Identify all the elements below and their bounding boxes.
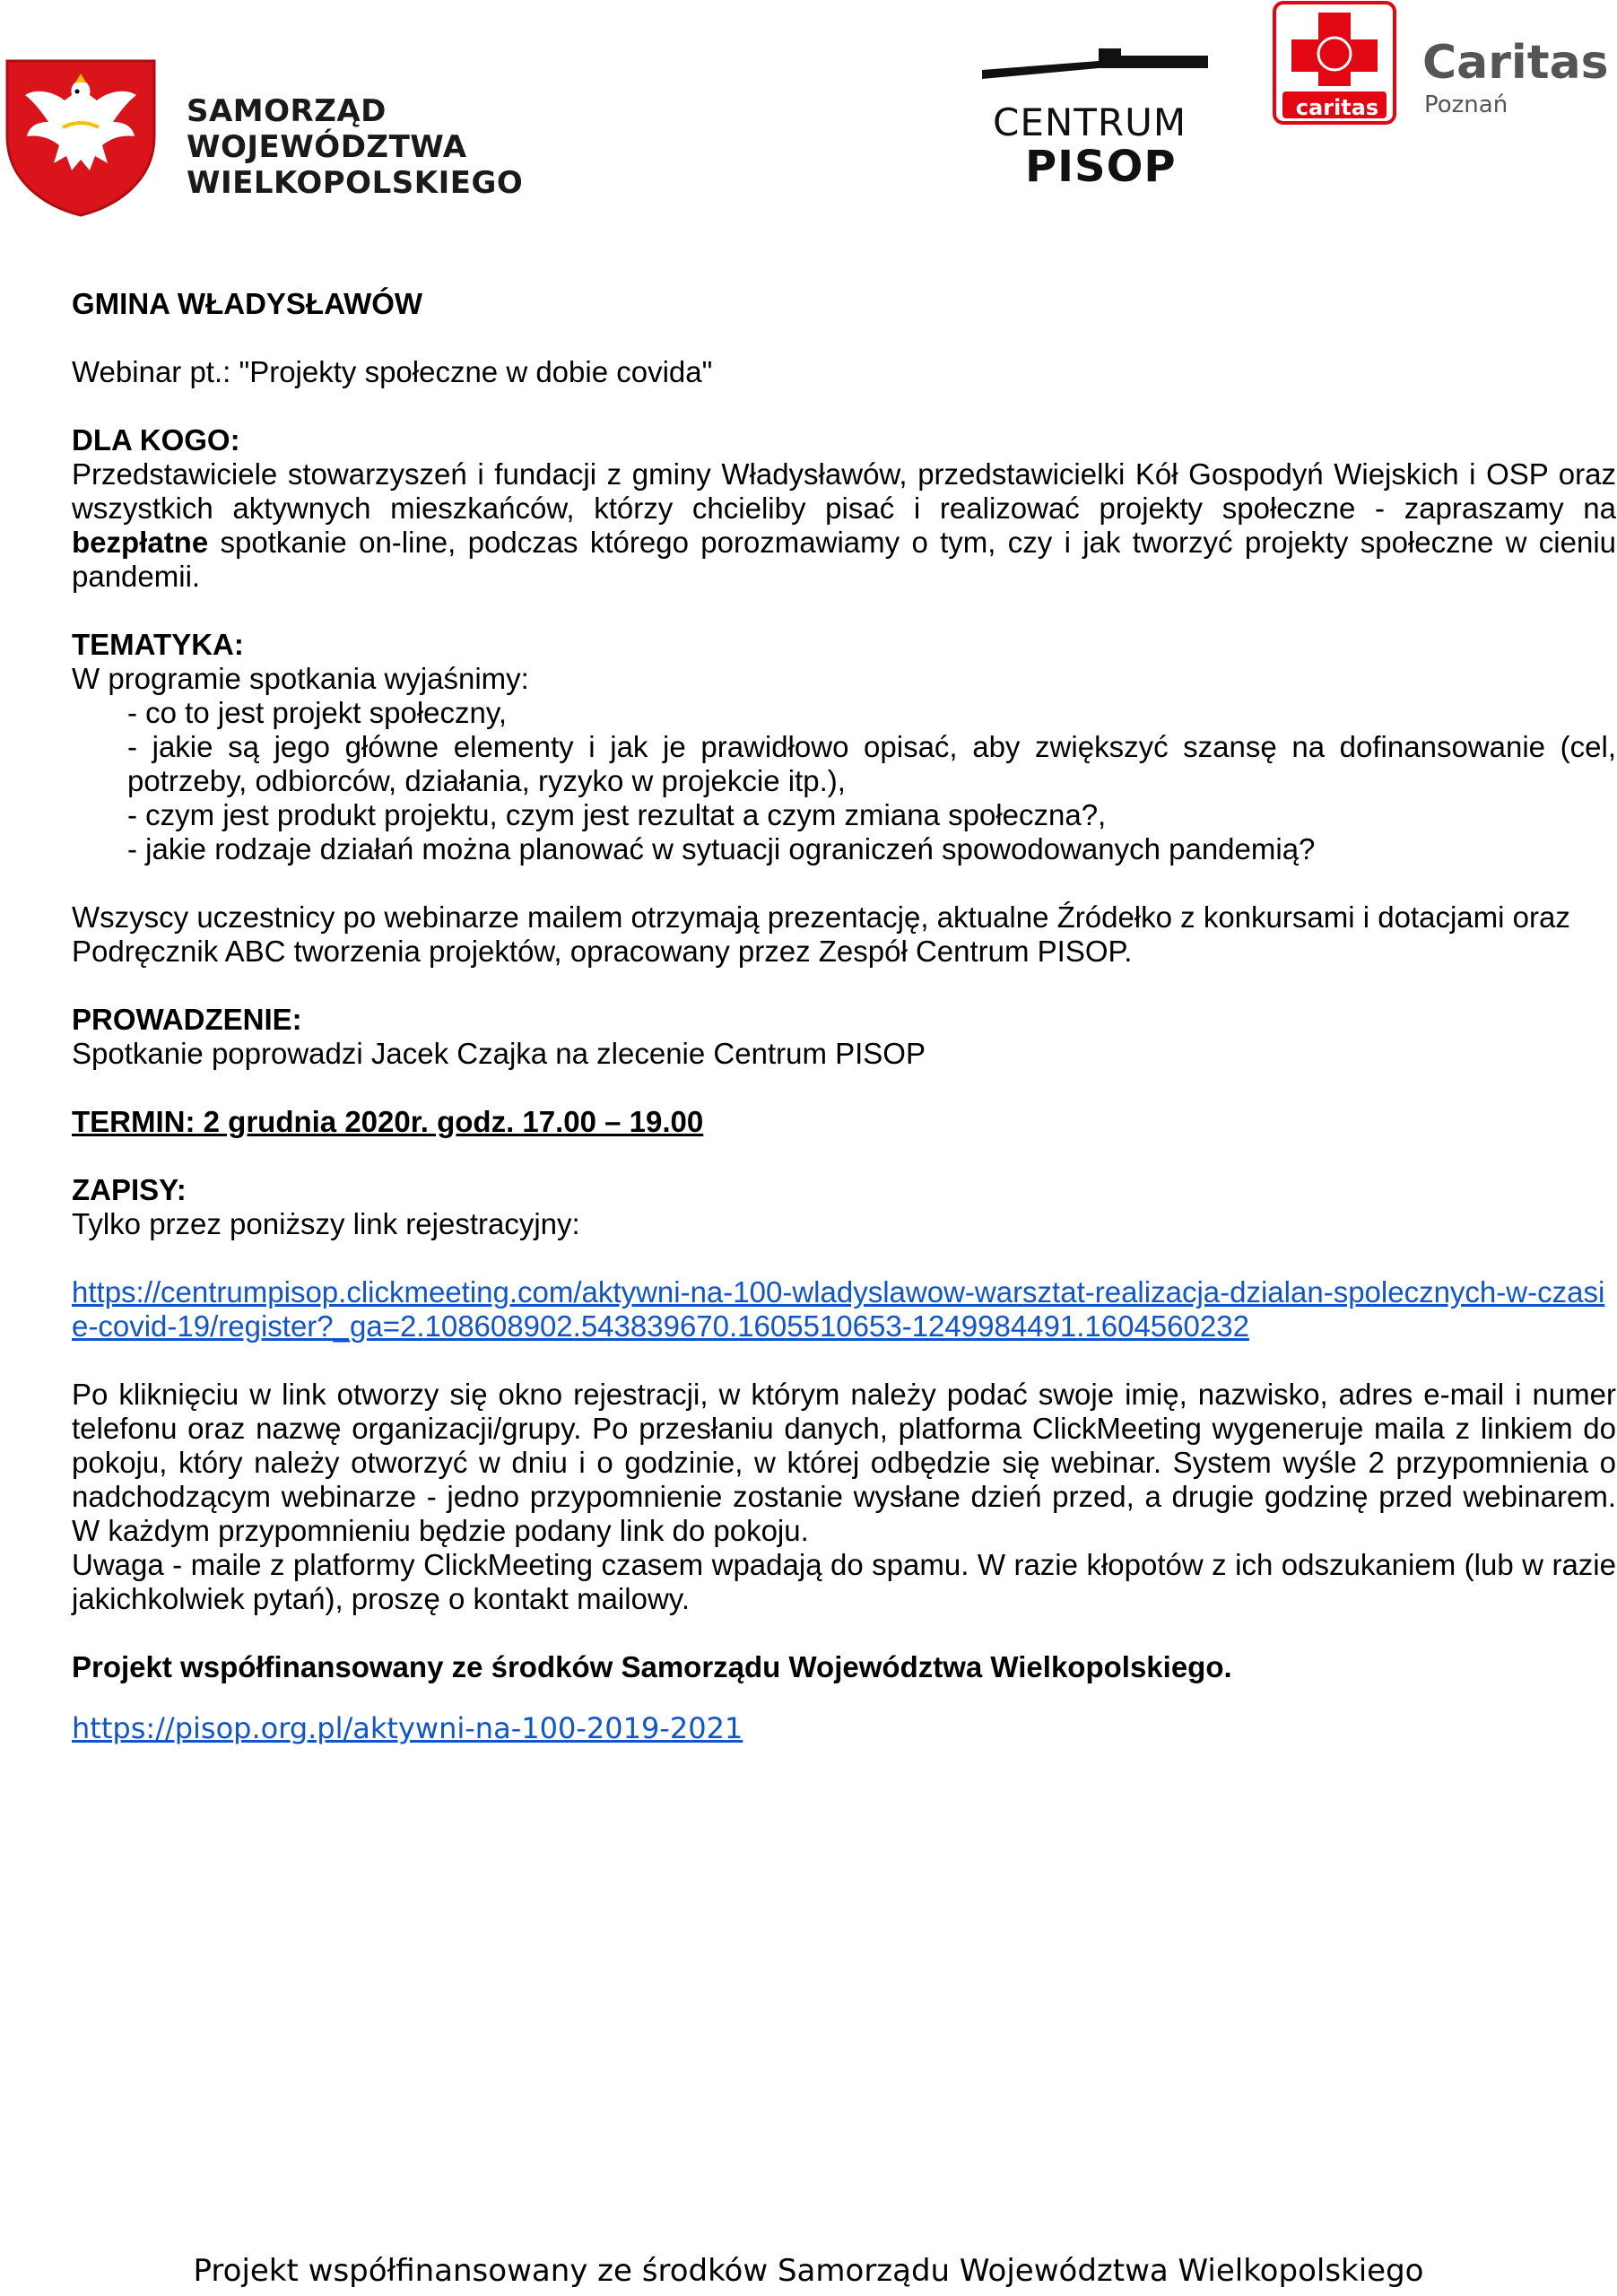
host-text: Spotkanie poprowadzi Jacek Czajka na zlecenie Centrum PISOP [72, 1037, 926, 1070]
project-link-paragraph [72, 1711, 1616, 1745]
topic-item: - czym jest produkt projektu, czym jest rezultat a czym zmiana społeczna?, [127, 798, 1107, 831]
centrum-pisop-logo [982, 45, 1215, 197]
host-label: PROWADZENIE: [72, 1003, 302, 1036]
topic-item: - jakie są jego główne elementy i jak je prawidłowo opisać, aby zwiększyć szansę na dofinansowanie (cel, potrzeby, odbiorców, działania, ryzyko w projekcie itp.), [127, 730, 1616, 797]
wielkopolska-logo-text [187, 93, 592, 201]
caritas-city: Poznań [1424, 91, 1508, 118]
for-whom-text-after: spotkanie on-line, podczas którego porozmawiamy o tym, czy i jak tworzyć projekty społeczne w cieniu pandemii. [72, 526, 1616, 593]
caritas-name: Caritas [1422, 36, 1609, 90]
spam-note: Uwaga - maile z platformy ClickMeeting czasem wpadają do spamu. W razie kłopotów z ich odszukaniem (lub w razie jakichkolwiek pytań), proszę o kontakt mailowy. [72, 1548, 1616, 1615]
signup-text: Tylko przez poniższy link rejestracyjny: [72, 1207, 580, 1240]
pisop-logo-line2: PISOP [1025, 142, 1177, 192]
for-whom-bold-word: bezpłatne [72, 526, 209, 559]
wielkopolska-logo-line1: SAMORZĄD WOJEWÓDZTWA [187, 93, 467, 165]
caritas-logo [1272, 0, 1617, 126]
pisop-logo-line1: CENTRUM [993, 100, 1187, 144]
topic-item: - co to jest projekt społeczny, [127, 696, 508, 729]
caritas-badge-text: caritas [1295, 95, 1379, 120]
for-whom-label: DLA KOGO: [72, 423, 240, 457]
pisop-bar-icon [982, 45, 1215, 81]
document-body [72, 287, 1616, 1745]
topics-intro: W programie spotkania wyjaśnimy: [72, 662, 529, 695]
wielkopolska-logo [0, 56, 592, 217]
for-whom-text-before: Przedstawiciele stowarzyszeń i fundacji z gminy Władysławów, przedstawicielki Kół Gospodyń Wiejskich i OSP oraz wszystkich aktywnych mieszkańców, którzy chcieliby pisać i realizować projekty społeczne - zapraszamy na [72, 457, 1616, 525]
for-whom-text [72, 457, 1616, 594]
webinar-title: Webinar pt.: "Projekty społeczne w dobie covida" [72, 355, 713, 388]
topics-label: TEMATYKA: [72, 628, 244, 661]
eagle-coat-of-arms-icon [0, 56, 161, 217]
footer-cofinance-text: Projekt współfinansowany ze środków Samorządu Województwa Wielkopolskiego [193, 2253, 1424, 2289]
registration-link-paragraph [72, 1275, 1616, 1344]
wielkopolska-logo-line2: WIELKOPOLSKIEGO [187, 165, 524, 201]
registration-info: Po kliknięciu w link otworzy się okno rejestracji, w którym należy podać swoje imię, nazwisko, adres e-mail i numer telefonu oraz nazwę organizacji/grupy. Po przesłaniu danych, platforma ClickMeeting wygeneruje maila z linkiem do pokoju, który należy otworzyć w dniu i o godzinie, w której odbędzie się webinar. System wyśle 2 przypomnienia o nadchodzącym webinarze - jedno przypomnienie zostanie wysłane dzień przed, a drugie godzinę przed webinarem. W każdym przypomnieniu będzie podany link do pokoju. [72, 1378, 1616, 1547]
signup-label: ZAPISY: [72, 1173, 187, 1206]
registration-link[interactable]: https://centrumpisop.clickmeeting.com/aktywni-na-100-wladyslawow-warsztat-realizacja-dzialan-spolecznych-w-czasie-covid-19/register?_ga=2.108608902.543839670.1605510653-1249984491.1604560232 [72, 1275, 1605, 1343]
event-date: TERMIN: 2 grudnia 2020r. godz. 17.00 – 19.00 [72, 1105, 704, 1138]
project-link[interactable]: https://pisop.org.pl/aktywni-na-100-2019-2021 [72, 1711, 743, 1745]
topics-list [72, 696, 1616, 866]
materials-text: Wszyscy uczestnicy po webinarze mailem otrzymają prezentację, aktualne Źródełko z konkursami i dotacjami oraz Podręcznik ABC tworzenia projektów, opracowany przez Zespół Centrum PISOP. [72, 900, 1570, 968]
cofinance-statement: Projekt współfinansowany ze środków Samorządu Województwa Wielkopolskiego. [72, 1650, 1232, 1683]
topic-item: - jakie rodzaje działań można planować w sytuacji ograniczeń spowodowanych pandemią? [127, 832, 1316, 865]
document-heading: GMINA WŁADYSŁAWÓW [72, 287, 423, 320]
